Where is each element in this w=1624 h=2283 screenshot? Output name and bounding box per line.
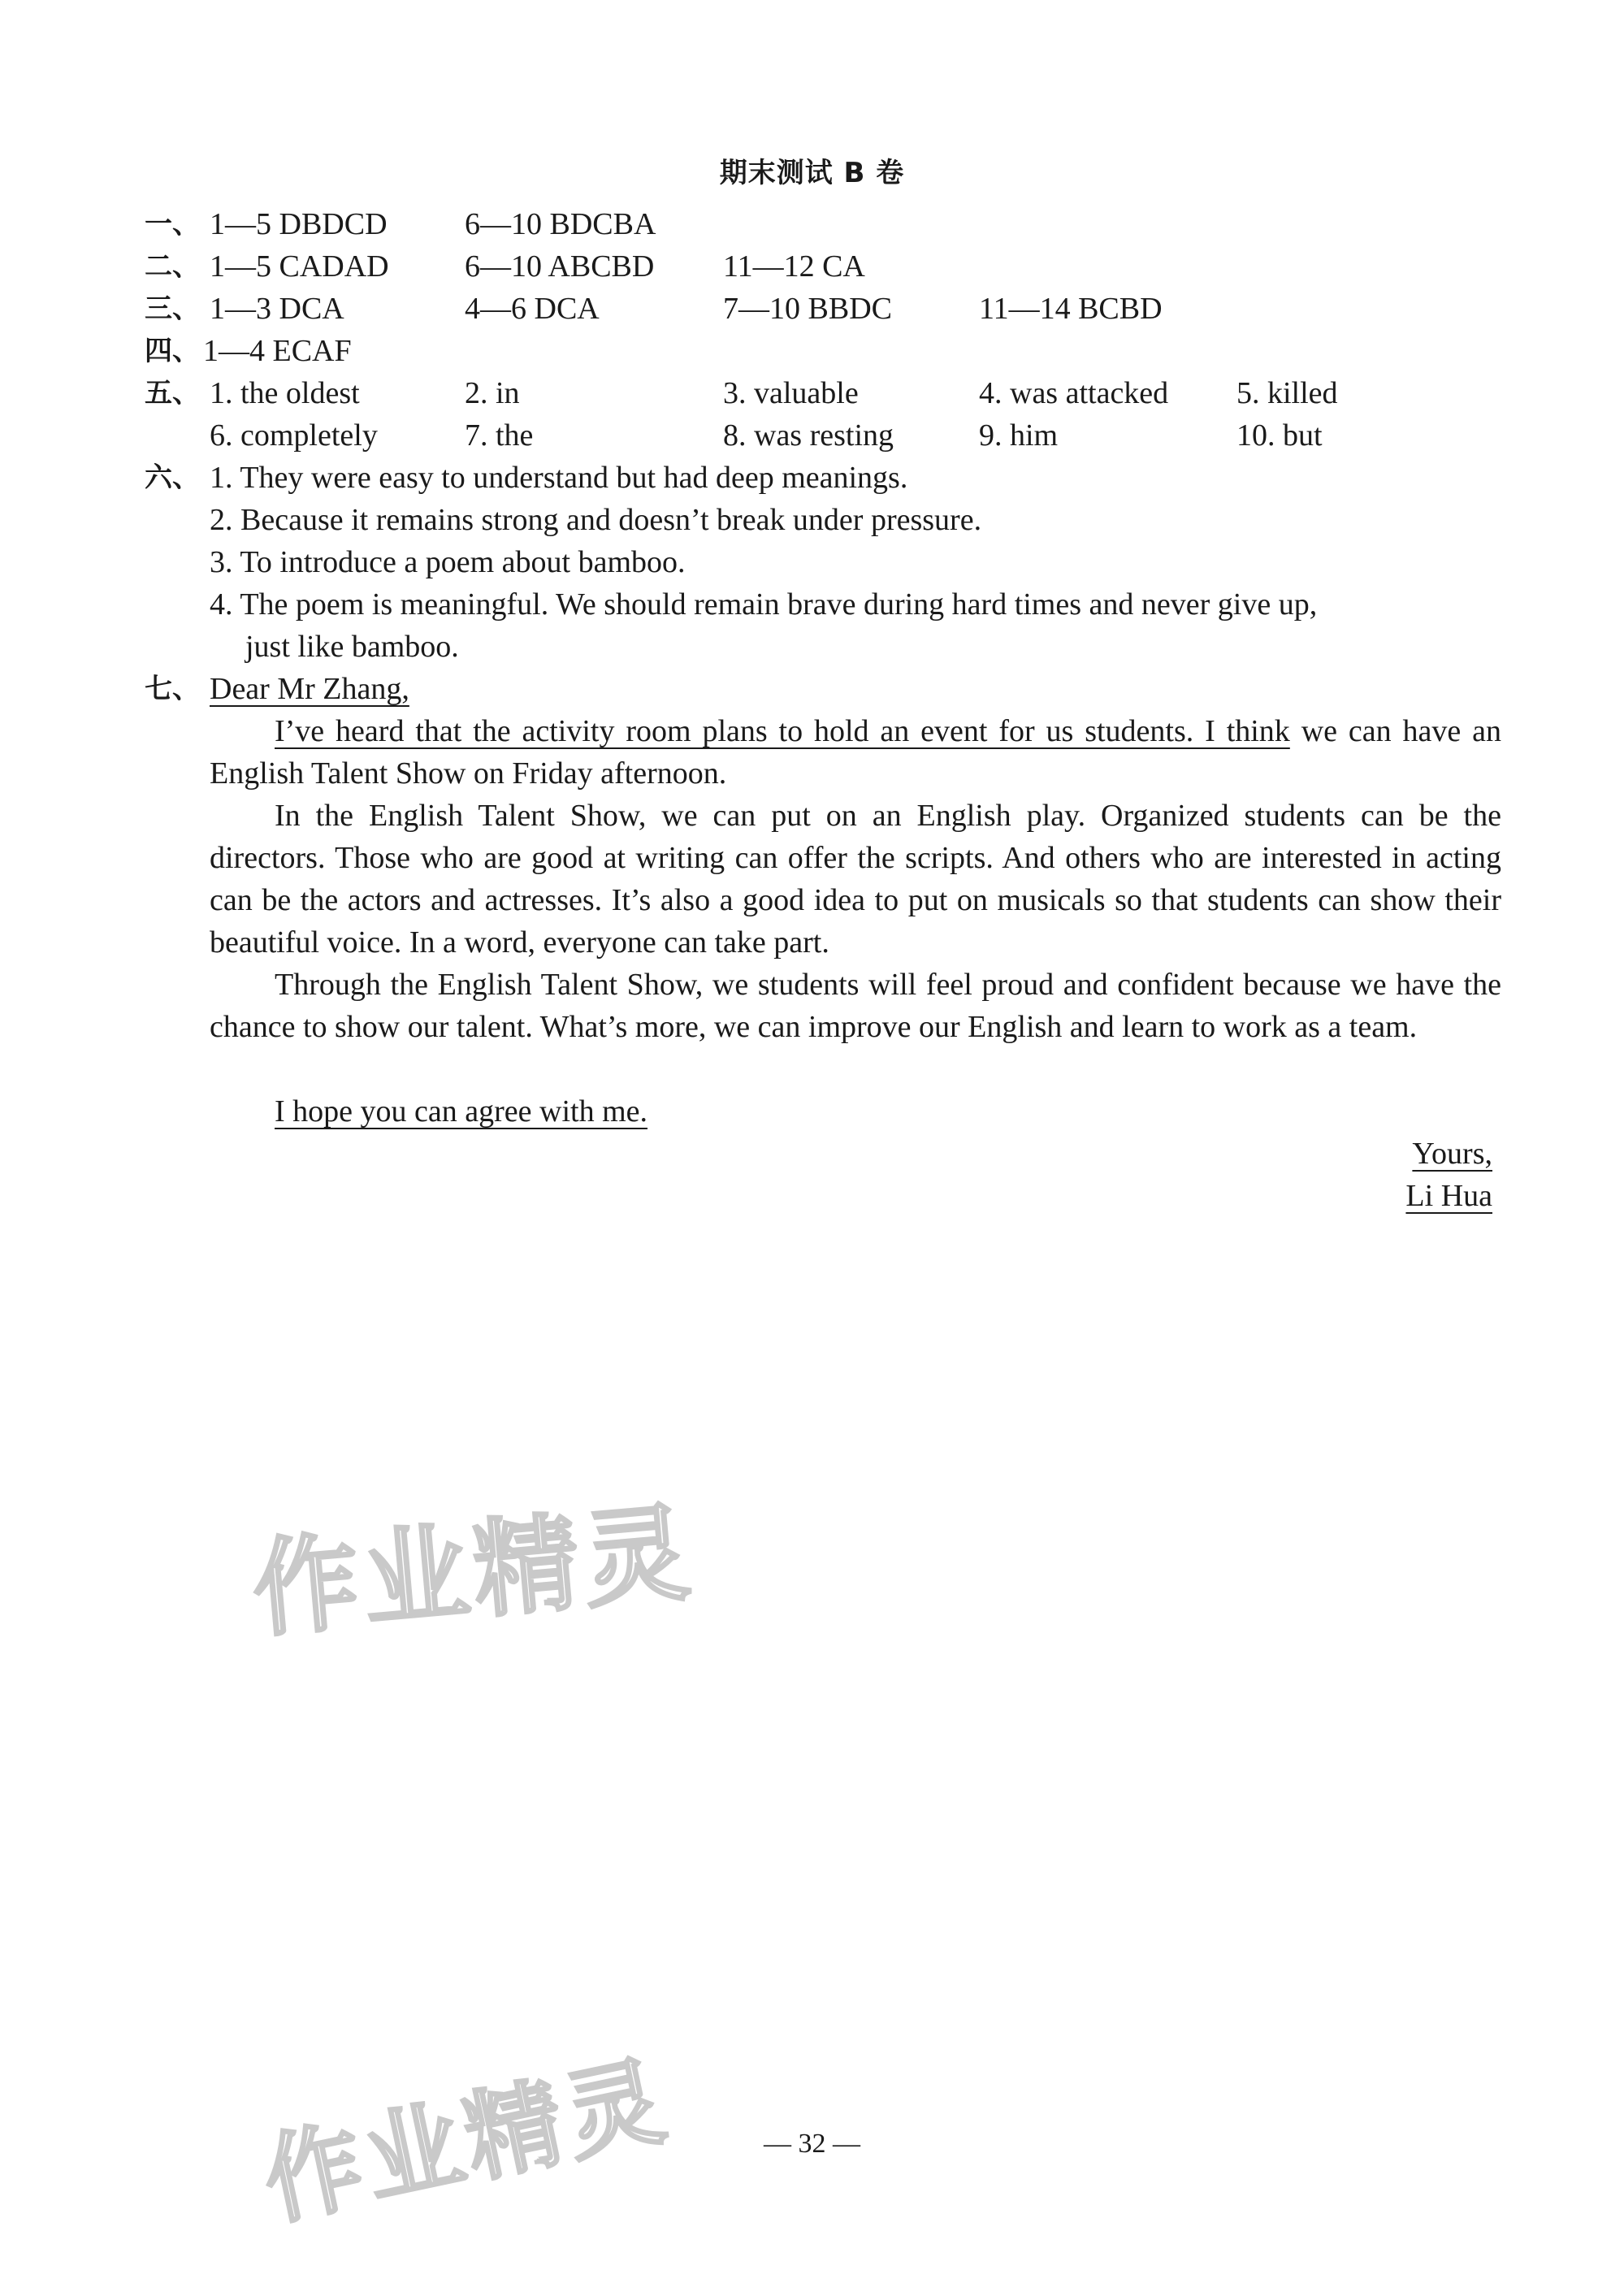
answer-cell: 3. valuable [723,376,859,410]
letter-greeting [210,668,409,710]
answer-cell: 1—3 DCA [210,292,344,326]
answer-cell: 1—5 CADAD [210,249,389,284]
letter-paragraph-3: Through the English Talent Show, we students will feel proud and confident because we have the chance to show our talent. What’s more, we can improve our English and learn to work as a team. [210,968,1501,1044]
letter-paragraph-1 [210,710,1501,795]
answer-cell: 10. but [1236,418,1323,453]
paragraph-1-underlined: I’ve heard that the activity room plans to hold an event for us students. I think [275,714,1290,748]
answer-cell: 8. was resting [723,418,894,453]
section-7-label: 七、 [145,673,200,705]
section-2-label: 二、 [145,250,200,283]
answer-line: just like bamboo. [245,630,459,664]
answer-cell: 9. him [979,418,1059,453]
letter-signature [1405,1175,1492,1217]
letter-paragraph-2: In the English Talent Show, we can put on an English play. Organized students can be the directors. Those who are good at writing can offer the scripts. And others who are interested in acting can be the actors and actresses. It’s also a good idea to put on musicals so that students can show their beautiful voice. In a word, everyone can take part. [210,799,1501,960]
answer-cell: 1. the oldest [210,376,360,410]
answer-cell: 7—10 BBDC [723,292,892,326]
letter-signoff [1412,1133,1492,1175]
letter-signoff-text: Yours, [1412,1137,1492,1171]
answer-cell: 4. was attacked [979,376,1169,410]
answer-line: 1. They were easy to understand but had deep meanings. [210,461,908,495]
page-number: — 32 — [764,2129,860,2159]
answer-cell: 6—10 ABCBD [465,249,655,284]
section-6-label: 六、 [145,461,200,494]
answer-cell: 6. completely [210,418,378,453]
answer-line: 3. To introduce a poem about bamboo. [210,545,686,579]
letter-greeting-text: Dear Mr Zhang, [210,672,409,706]
answer-cell: 11—14 BCBD [979,292,1163,326]
watermark-logo: 作业精灵 [254,2043,679,2240]
answer-cell: 6—10 BDCBA [465,207,656,241]
section-3-label: 三、 [145,292,200,325]
answer-line: 4. The poem is meaningful. We should remain brave during hard times and never give up, [210,587,1318,622]
answer-cell: 1—4 ECAF [203,334,352,368]
answer-cell: 1—5 DBDCD [210,207,388,241]
letter-closing [275,1090,647,1133]
letter-closing-text: I hope you can agree with me. [275,1094,647,1129]
answer-cell: 7. the [465,418,534,453]
answer-cell: 4—6 DCA [465,292,600,326]
answer-cell: 11—12 CA [723,249,865,284]
page-title: 期末测试 B 卷 [719,157,905,189]
answer-cell: 5. killed [1236,376,1338,410]
section-4-label: 四、 [145,335,200,367]
watermark-logo: 作业精灵 [248,1490,699,1653]
answer-line: 2. Because it remains strong and doesn’t break under pressure. [210,503,982,537]
answer-cell: 2. in [465,376,520,410]
paragraph-1-rest: we can have an English Talent Show on Friday afternoon. [210,714,1501,791]
letter-signature-text: Li Hua [1405,1179,1492,1213]
section-1-label: 一、 [145,208,200,240]
section-5-label: 五、 [145,377,200,409]
